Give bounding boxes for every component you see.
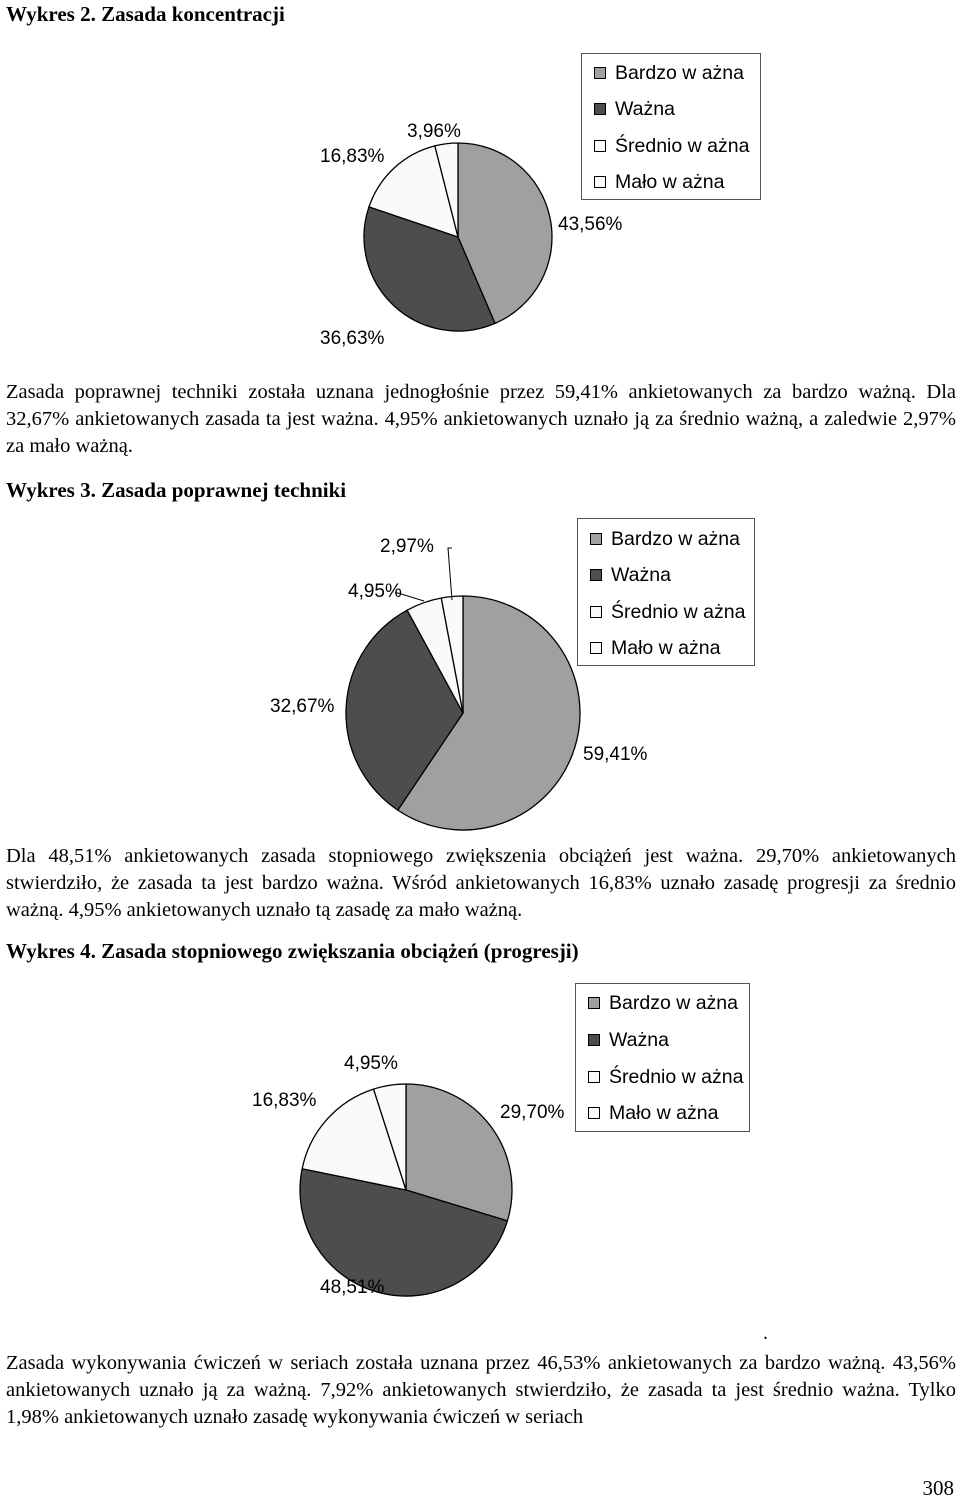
chart4-legend (575, 983, 750, 1132)
chart3-label-wazna: 32,67% (270, 696, 335, 717)
chart4-label-wazna: 48,51% (320, 1277, 385, 1298)
legend-item-wazna (588, 1028, 669, 1052)
legend-label: Mało w ażna (611, 636, 721, 659)
chart4-heading: Wykres 4. Zasada stopniowego zwiększania obciążeń (progresji) (6, 939, 579, 963)
legend-item-bardzo-wazna (588, 991, 738, 1015)
chart2-label-srednio: 16,83% (320, 146, 385, 167)
stray-dot: . (763, 1322, 768, 1344)
legend-label: Bardzo w ażna (611, 527, 740, 550)
legend-swatch (588, 1107, 600, 1119)
chart3-label-bardzo: 59,41% (583, 744, 648, 765)
paragraph-1-text: Zasada poprawnej techniki została uznana jednogłośnie przez 59,41% ankietowanych za bardzo ważną. Dla 32,67% ankietowanych zasada ta jest ważna. 4,95% ankietowanych uznało ją za średnio ważną, a zaledwie 2,97% za mało ważną. (6, 381, 956, 457)
legend-label: Bardzo w ażna (609, 991, 738, 1014)
paragraph-2-text: Dla 48,51% ankietowanych zasada stopniowego zwiększenia obciążeń jest ważna. 29,70% ankietowanych stwierdziło, że zasada ta jest bardzo ważna. Wśród ankietowanych 16,83% uznało zasadę progresji za średnio ważną. 4,95% ankietowanych uznało tą zasadę za mało ważną. (6, 845, 956, 921)
legend-swatch (588, 997, 600, 1009)
page-number: 308 (922, 1476, 954, 1500)
legend-label: Bardzo w ażna (615, 61, 744, 84)
paragraph-3 (6, 1350, 956, 1431)
legend-label: Ważna (609, 1028, 669, 1051)
legend-label: Ważna (611, 563, 671, 586)
legend-swatch (588, 1034, 600, 1046)
chart4-label-malo: 4,95% (344, 1053, 398, 1074)
legend-label: Mało w ażna (609, 1101, 719, 1124)
chart3-label-malo: 2,97% (380, 536, 434, 557)
chart4-label-srednio: 16,83% (252, 1090, 317, 1111)
legend-label: Mało w ażna (615, 170, 725, 193)
legend-label: Ważna (615, 97, 675, 120)
chart2-heading: Wykres 2. Zasada koncentracji (6, 2, 285, 26)
paragraph-3-text: Zasada wykonywania ćwiczeń w seriach została uznana przez 46,53% ankietowanych za bardzo ważną. 43,56% ankietowanych uznało ją za ważną. 7,92% ankietowanych stwierdziło, że zasada ta jest średnio ważna. Tylko 1,98% ankietowanych uznało zasadę wykonywania ćwiczeń w seriach (6, 1352, 956, 1428)
legend-item-srednio-wazna (588, 1065, 743, 1089)
legend-label: Średnio w ażna (609, 1065, 744, 1088)
chart3-label-srednio: 4,95% (348, 581, 402, 602)
legend-swatch (588, 1071, 600, 1083)
chart3-heading: Wykres 3. Zasada poprawnej techniki (6, 478, 347, 502)
chart4-label-bardzo: 29,70% (500, 1102, 565, 1123)
legend-label: Średnio w ażna (615, 134, 750, 157)
chart2-label-wazna: 36,63% (320, 328, 385, 349)
legend-label: Średnio w ażna (611, 600, 746, 623)
legend-item-malo-wazna (588, 1101, 718, 1125)
chart2-label-malo: 3,96% (407, 121, 461, 142)
chart2-label-bardzo: 43,56% (558, 214, 623, 235)
